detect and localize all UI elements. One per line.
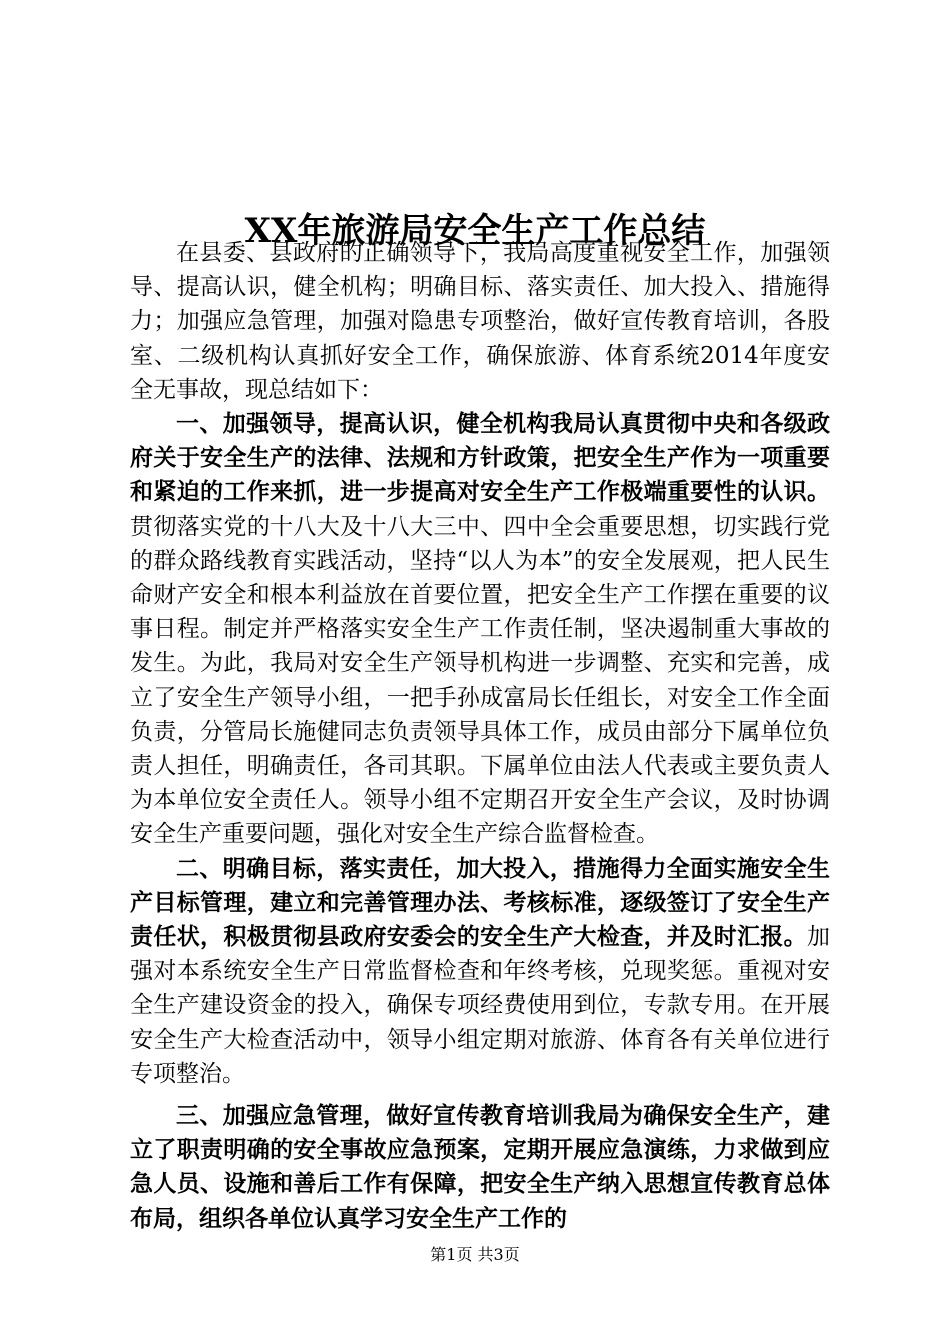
- intro-paragraph: [130, 236, 830, 407]
- section-1-text: 贯彻落实党的十八大及十八大三中、四中全会重要思想，切实践行党的群众路线教育实践活动，坚持“以人为本”的安全发展观，把人民生命财产安全和根本利益放在首要位置，把安全生产工作摆在重要的议事日程。制定并严格落实安全生产工作责任制，坚决遏制重大事故的发生。为此，我局对安全生产领导机构进一步调整、充实和完善，成立了安全生产领导小组，一把手孙成富局长任组长，对安全工作全面负责，分管局长施健同志负责领导具体工作，成员由部分下属单位负责人担任，明确责任，各司其职。下属单位由法人代表或主要负责人为本单位安全责任人。领导小组不定期召开安全生产会议，及时协调安全生产重要问题，强化对安全生产综合监督检查。: [130, 513, 830, 848]
- section-2-text: 加强对本系统安全生产日常监督检查和年终考核，兑现奖惩。重视对安全生产建设资金的投入，确保专项经费使用到位，专款专用。在开展安全生产大检查活动中，领导小组定期对旅游、体育各有关单位进行专项整治。: [130, 924, 830, 1087]
- section-2-paragraph: [130, 852, 830, 1091]
- section-3-heading: 三、加强应急管理，做好宣传教育培训我局为确保安全生产，建立了职责明确的安全事故应急预案，定期开展应急演练，力求做到应急人员、设施和善后工作有保障，把安全生产纳入思想宣传教育总体布局，组织各单位认真学习安全生产工作的: [130, 1103, 830, 1232]
- section-2-heading: 二、明确目标，落实责任，加大投入，措施得力全面实施安全生产目标管理，建立和完善管理办法、考核标准，逐级签订了安全生产责任状，积极贯彻县政府安委会的安全生产大检查，并及时汇报。: [130, 855, 830, 951]
- section-1-paragraph: [130, 407, 830, 852]
- section-1-heading: 一、加强领导，提高认识，健全机构我局认真贯彻中央和各级政府关于安全生产的法律、法规和方针政策，把安全生产作为一项重要和紧迫的工作来抓，进一步提高对安全生产工作极端重要性的认识。: [130, 411, 830, 506]
- intro-text: 在县委、县政府的正确领导下，我局高度重视安全工作，加强领导、提高认识，健全机构；明确目标、落实责任、加大投入、措施得力；加强应急管理，加强对隐患专项整治，做好宣传教育培训，各股室、二级机构认真抓好安全工作，确保旅游、体育系统2014年度安全无事故，现总结如下：: [130, 240, 830, 403]
- section-3-paragraph: [130, 1099, 830, 1236]
- page-footer: 第1页 共3页: [430, 1245, 520, 1264]
- document-body: [130, 236, 830, 1236]
- document-title: XX年旅游局安全生产工作总结: [244, 210, 706, 251]
